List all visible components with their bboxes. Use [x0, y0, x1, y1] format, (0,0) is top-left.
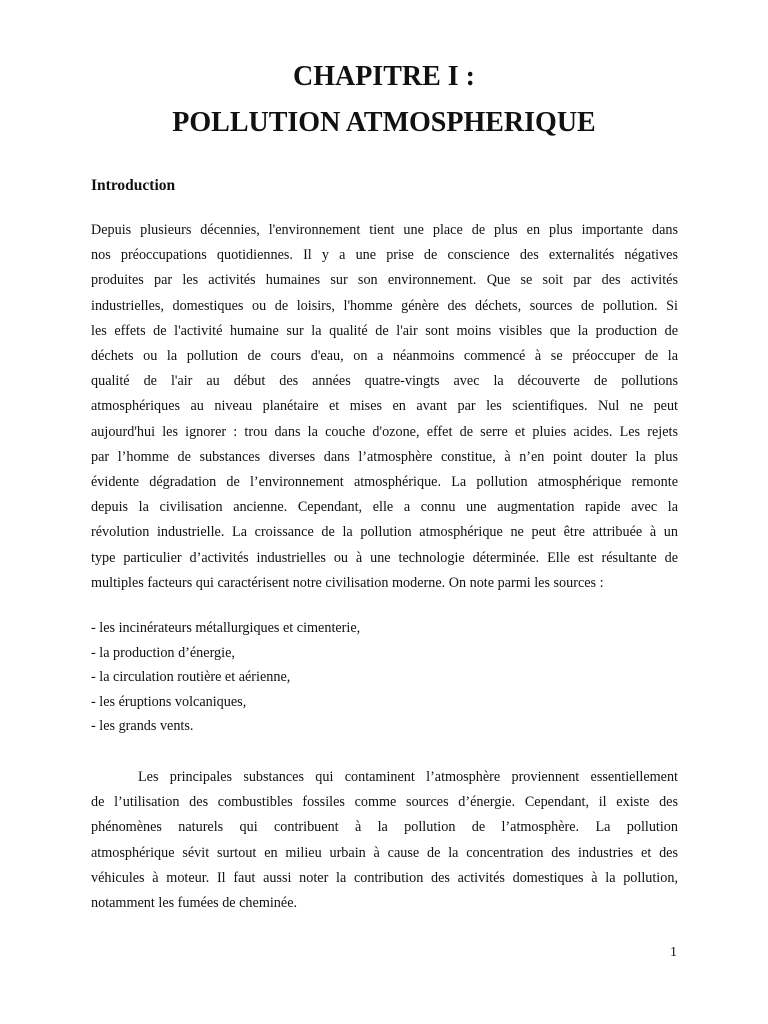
paragraph-line: les effets de l'activité humaine sur la qualité de l'air sont moins visibles que la production de	[91, 322, 678, 339]
paragraph-line: évidente dégradation de l’environnement atmosphérique. La pollution atmosphérique remonte	[91, 474, 678, 491]
paragraph-line: aujourd'hui les ignorer : trou dans la couche d'ozone, effet de serre et pluies acides. Les rejets	[91, 423, 678, 440]
section-heading: Introduction	[91, 177, 176, 194]
chapter-title: POLLUTION ATMOSPHERIQUE	[172, 107, 596, 138]
paragraph-line: Depuis plusieurs décennies, l'environnement tient une place de plus en plus importante dans	[91, 222, 678, 238]
list-item: - les grands vents.	[91, 718, 194, 735]
paragraph-line: phénomènes naturels qui contribuent à la pollution de l’atmosphère. La pollution	[91, 819, 678, 836]
list-item: - la circulation routière et aérienne,	[91, 669, 291, 686]
pollution-sources-list	[91, 616, 360, 739]
paragraph-line: déchets ou la pollution de cours d'eau, on a néanmoins commencé à se préoccuper de la	[91, 348, 678, 365]
intro-paragraph	[91, 218, 678, 596]
paragraph-line: notamment les fumées de cheminée.	[91, 895, 298, 912]
page-number: 1	[670, 945, 677, 960]
paragraph-line: atmosphériques au niveau planétaire et mises en avant par les scientifiques. Nul ne peut	[91, 398, 678, 415]
paragraph-line: Les principales substances qui contaminent l’atmosphère proviennent essentiellement	[138, 769, 678, 785]
list-item: - la production d’énergie,	[91, 644, 235, 661]
paragraph-line: multiples facteurs qui caractérisent notre civilisation moderne. On note parmi les sources :	[91, 574, 604, 591]
list-item: - les incinérateurs métallurgiques et cimenterie,	[91, 620, 361, 636]
paragraph-line: de l’utilisation des combustibles fossiles comme sources d’énergie. Cependant, il existe des	[91, 794, 678, 811]
paragraph-line: véhicules à moteur. Il faut aussi noter la contribution des activités domestiques à la pollution,	[91, 869, 678, 886]
paragraph-line: produites par les activités humaines sur son environnement. Que se soit par des activités	[91, 272, 678, 289]
paragraph-line: industrielles, domestiques ou de loisirs, l'homme génère des déchets, sources de pollution. Si	[91, 297, 678, 314]
paragraph-line: type particulier d’activités industrielles ou à une technologie déterminée. Elle est résultante de	[91, 549, 678, 566]
substances-paragraph	[91, 765, 678, 916]
paragraph-line: révolution industrielle. La croissance de la pollution atmosphérique ne peut être attribuée à un	[91, 524, 678, 541]
paragraph-line: qualité de l'air au début des années quatre-vingts avec la découverte de pollutions	[91, 373, 678, 390]
paragraph-line: nos préoccupations quotidiennes. Il y a une prise de conscience des externalités négatives	[91, 247, 678, 264]
paragraph-line: par l’homme de substances diverses dans l’atmosphère constitue, à n’en point douter la plus	[91, 448, 678, 465]
paragraph-line: atmosphérique sévit surtout en milieu urbain à cause de la concentration des industries et des	[91, 844, 678, 861]
paragraph-line: depuis la civilisation ancienne. Cependant, elle a connu une augmentation rapide avec la	[91, 499, 678, 516]
list-item: - les éruptions volcaniques,	[91, 693, 247, 710]
chapter-label: CHAPITRE I :	[292, 61, 475, 92]
